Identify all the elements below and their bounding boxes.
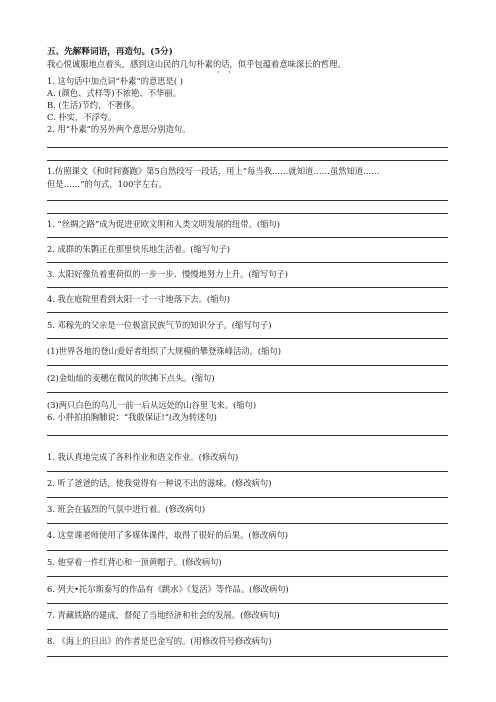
correct-item-1: 1. 我认真地完成了各科作业和语文作业。(修改病句) <box>47 452 239 462</box>
section-five-heading: 五、先解释词语，再造句。(5分) <box>47 47 173 57</box>
passage-text: 我心悦诚服地点着头，感到这山民的几句朴素的话，似乎包蕴着意味深长的哲理。 <box>47 59 346 69</box>
shorten-item-3: 3. 太阳好像负着重荷似的一步一步、慢慢地努力上升。(缩写句子) <box>47 269 289 279</box>
answer-line[interactable] <box>47 656 448 657</box>
answer-line[interactable] <box>47 435 448 436</box>
correct-item-8: 8. 《海上的日出》的作者是巴金写的。(用修改符号修改病句) <box>47 636 272 646</box>
imitation-line-1: 1.仿照课文《和时间赛跑》第5自然段写一段话，用上“每当我……就知道……虽然知道…… <box>47 166 380 176</box>
answer-line[interactable] <box>47 603 448 604</box>
imitation-line-2: 但是……”的句式，100字左右。 <box>47 179 167 189</box>
answer-line[interactable] <box>47 629 448 630</box>
correct-item-4: 4. 这堂课老师使用了多媒体课件，取得了很好的后果。(修改病句) <box>47 530 289 540</box>
answer-line[interactable] <box>47 392 448 393</box>
shorten-item-6: (1)世界各地的登山爱好者组织了大规模的攀登珠峰活动。(缩句) <box>47 346 281 356</box>
answer-line[interactable] <box>47 576 448 577</box>
answer-line[interactable] <box>47 523 448 524</box>
answer-line[interactable] <box>47 213 448 214</box>
option-c: C. 朴实，不浮夸。 <box>47 112 117 122</box>
shorten-item-1: 1. “丝绸之路”成为促进亚欧文明和人类文明发展的纽带。(缩句) <box>47 219 280 229</box>
correct-item-2: 2. 听了爸爸的话，使我觉得有一种说不出的滋味。(修改病句) <box>47 478 272 488</box>
correct-item-7: 7. 青藏铁路的建成，督促了当地经济和社会的发展。(修改病句) <box>47 610 280 620</box>
answer-line[interactable] <box>47 200 448 201</box>
shorten-item-7: (2)金灿灿的麦穗在微风的吹拂下点头。(缩句) <box>47 373 215 383</box>
answer-line[interactable] <box>47 237 448 238</box>
answer-line[interactable] <box>47 365 448 366</box>
emphasis-dots: · · <box>217 68 234 77</box>
question-1: 1. 这句话中加点词“朴素”的意思是( ) <box>47 76 184 86</box>
option-a: A. (颜色、式样等)不浓艳、不华丽。 <box>47 88 181 98</box>
answer-line[interactable] <box>47 147 448 148</box>
answer-line[interactable] <box>47 471 448 472</box>
shorten-item-8: (3)两只白色的鸟儿一前一后从远处的山谷里飞来。(缩句) <box>47 400 257 410</box>
answer-line[interactable] <box>47 262 448 263</box>
answer-line[interactable] <box>47 550 448 551</box>
answer-line[interactable] <box>47 287 448 288</box>
correct-item-5: 5. 他穿着一件红背心和一顶黄帽子。(修改病句) <box>47 557 222 567</box>
answer-line[interactable] <box>47 338 448 339</box>
correct-item-3: 3. 班会在猛烈的气氛中进行着。(修改病句) <box>47 504 206 514</box>
correct-item-6: 6. 列夫•托尔斯泰写的作品有《跳水》《复活》等作品。(修改病句) <box>47 584 289 594</box>
shorten-item-5: 5. 邓稼先的父亲是一位极富民族气节的知识分子。(缩写句子) <box>47 320 272 330</box>
answer-line[interactable] <box>47 312 448 313</box>
answer-line[interactable] <box>47 497 448 498</box>
shorten-item-4: 4. 我在庭院里看到太阳一寸一寸地落下去。(缩句) <box>47 294 230 304</box>
shorten-item-9: 6. 小胖拍拍胸脯说：“我敢保证!”(改为转述句) <box>47 412 217 422</box>
option-b: B. (生活)节约，不奢侈。 <box>47 100 140 110</box>
answer-line[interactable] <box>47 160 448 161</box>
question-2: 2. 用“朴素”的另外两个意思分别造句。 <box>47 124 191 134</box>
shorten-item-2: 2. 成群的朱鹮正在那里快乐地生活着。(缩写句子) <box>47 244 230 254</box>
